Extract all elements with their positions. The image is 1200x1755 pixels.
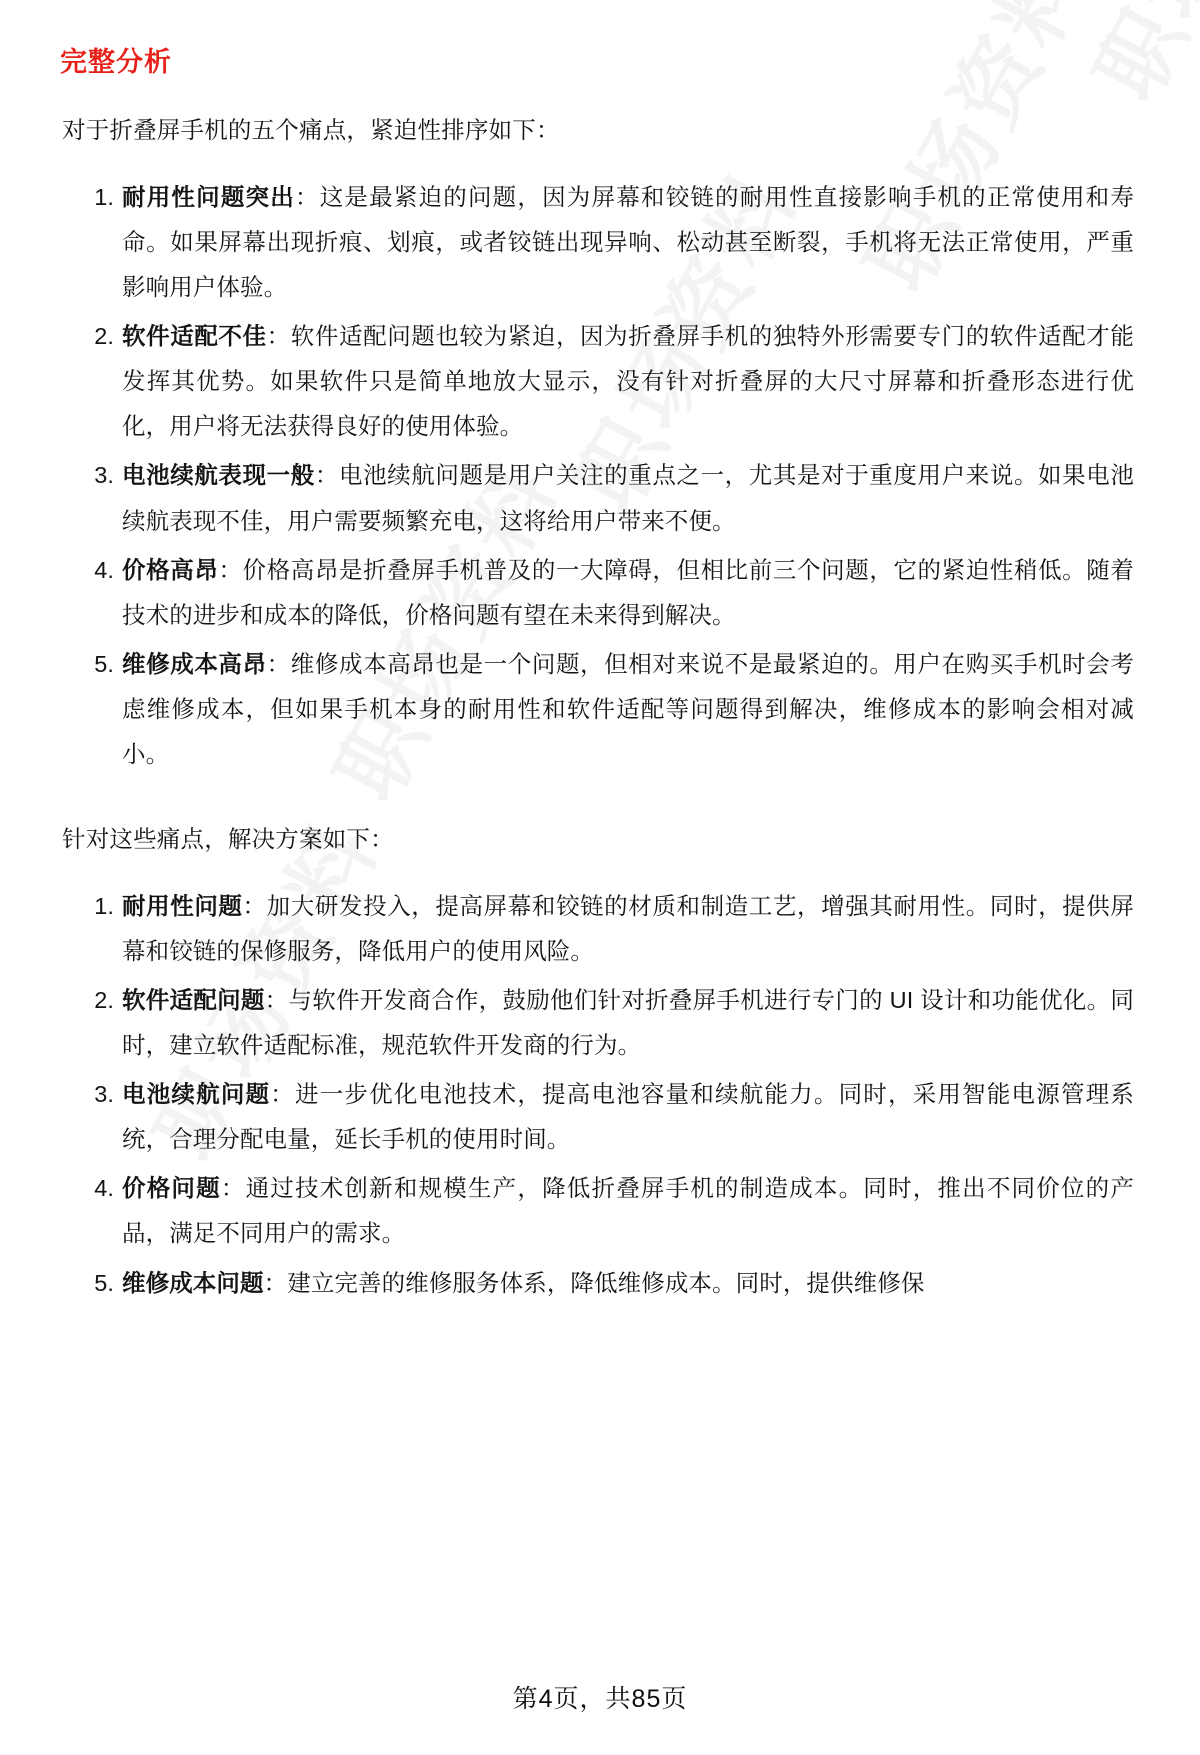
list-item-lead-in: 软件适配问题 (122, 986, 265, 1013)
page-title: 完整分析 (60, 47, 172, 77)
list-item-separator: ： (266, 650, 291, 677)
page-footer (0, 1679, 1200, 1715)
list-item-body: 软件适配问题也较为紧迫，因为折叠屏手机的独特外形需要专门的软件适配才能发挥其优势。如果软件只是简单地放大显示，没有针对折叠屏的大尺寸屏幕和折叠形态进行优化，用户将无法获得良好的使用体验。 (122, 323, 1134, 440)
list-item-lead-in: 耐用性问题突出 (122, 183, 295, 210)
list-item-separator: ： (270, 1081, 295, 1108)
pain-points-lead: 对于折叠屏手机的五个痛点，紧迫性排序如下： (62, 117, 560, 144)
list-item-lead-in: 维修成本高昂 (122, 650, 267, 677)
list-item-body: 建立完善的维修服务体系，降低维修成本。同时，提供维修保 (287, 1269, 925, 1296)
list-marker: 2. (94, 986, 114, 1013)
section-divider (56, 805, 1144, 821)
list-item-lead-in: 电池续航表现一般 (122, 462, 315, 489)
list-item-separator: ： (242, 892, 267, 919)
list-item-lead-in: 价格高昂 (122, 556, 219, 583)
list-item-body: 这是最紧迫的问题，因为屏幕和铰链的耐用性直接影响手机的正常使用和寿命。如果屏幕出现折痕、划痕，或者铰链出现异响、松动甚至断裂，手机将无法正常使用，严重影响用户体验。 (122, 183, 1134, 301)
list-item-body: 价格高昂是折叠屏手机普及的一大障碍，但相比前三个问题，它的紧迫性稍低。随着技术的进步和成本的降低，价格问题有望在未来得到解决。 (122, 556, 1134, 628)
list-item-body: 与软件开发商合作，鼓励他们针对折叠屏手机进行专门的 UI 设计和功能优化。同时，建立软件适配标准，规范软件开发商的行为。 (122, 986, 1134, 1058)
list-item (94, 1072, 1144, 1162)
list-item-body: 进一步优化电池技术，提高电池容量和续航能力。同时，采用智能电源管理系统，合理分配电量，延长手机的使用时间。 (122, 1081, 1134, 1153)
list-item (94, 1261, 1144, 1306)
list-marker: 3. (94, 1081, 114, 1108)
list-item-separator: ： (263, 1269, 288, 1296)
list-marker: 4. (94, 1175, 114, 1202)
list-item-body: 加大研发投入，提高屏幕和铰链的材质和制造工艺，增强其耐用性。同时，提供屏幕和铰链的保修服务，降低用户的使用风险。 (122, 892, 1134, 964)
list-item-separator: ： (220, 1175, 246, 1202)
list-marker: 5. (94, 1269, 114, 1296)
list-marker: 5. (94, 650, 114, 677)
list-item (94, 978, 1144, 1068)
list-marker: 3. (94, 462, 114, 489)
pain-points-list (56, 175, 1144, 777)
list-item-separator: ： (294, 183, 320, 210)
list-item-body: 电池续航问题是用户关注的重点之一，尤其是对于重度用户来说。如果电池续航表现不佳，用户需要频繁充电，这将给用户带来不便。 (122, 462, 1134, 534)
list-marker: 2. (94, 323, 114, 350)
list-item-body: 维修成本高昂也是一个问题，但相对来说不是最紧迫的。用户在购买手机时会考虑维修成本，但如果手机本身的耐用性和软件适配等问题得到解决，维修成本的影响会相对减小。 (122, 650, 1134, 768)
list-item-lead-in: 软件适配不佳 (122, 323, 267, 350)
list-item-lead-in: 耐用性问题 (122, 892, 243, 919)
list-item-separator: ： (266, 323, 291, 350)
solutions-list (56, 884, 1144, 1306)
list-item (94, 642, 1144, 777)
list-item-lead-in: 电池续航问题 (122, 1081, 271, 1108)
list-marker: 1. (94, 892, 114, 919)
list-marker: 4. (94, 556, 114, 583)
solutions-lead: 针对这些痛点，解决方案如下： (62, 826, 394, 853)
list-item (94, 884, 1144, 974)
list-item (94, 453, 1144, 543)
page-number-label: 第4页，共85页 (512, 1685, 688, 1713)
list-item (94, 1166, 1144, 1256)
list-item (94, 548, 1144, 638)
list-item-separator: ： (264, 986, 289, 1013)
list-item (94, 175, 1144, 310)
list-item-body: 通过技术创新和规模生产，降低折叠屏手机的制造成本。同时，推出不同价位的产品，满足不同用户的需求。 (122, 1175, 1134, 1247)
list-item-lead-in: 价格问题 (122, 1175, 221, 1202)
list-item-lead-in: 维修成本问题 (122, 1269, 264, 1296)
list-item-separator: ： (218, 556, 243, 583)
list-marker: 1. (94, 183, 114, 210)
list-item-separator: ： (314, 462, 339, 489)
list-item (94, 314, 1144, 449)
